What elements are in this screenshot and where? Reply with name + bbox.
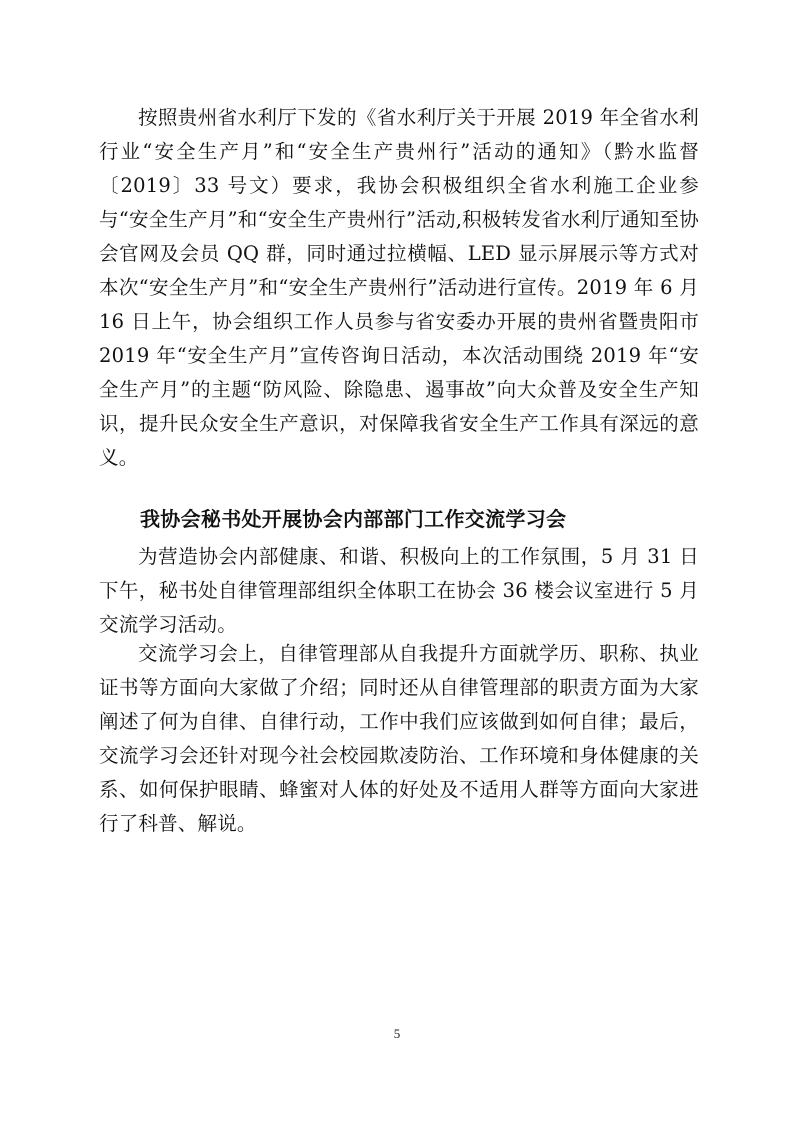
paragraph-exchange-intro: 为营造协会内部健康、和谐、积极向上的工作氛围，5 月 31 日下午，秘书处自律管理部组织全体职工在协会 36 楼会议室进行 5 月交流学习活动。 (99, 545, 699, 636)
paragraph-safety-month: 按照贵州省水利厅下发的《省水利厅关于开展 2019 年全省水利行业“安全生产月”和“安全生产贵州行”活动的通知》（黔水监督〔2019〕33 号文）要求，我协会积极组织全省水利施工企业参与“安全生产月”和“安全生产贵州行”活动,积极转发省水利厅通知至协会官网及会员 QQ 群，同时通过拉横幅、LED 显示屏展示等方式对本次“安全生产月”和“安全生产贵州行”活动进行宣传。2019 年 6 月 16 日上午，协会组织工作人员参与省安委办开展的贵州省暨贵阳市 2019 年“安全生产月”宣传咨询日活动，本次活动围绕 2019 年“安全生产月”的主题“防风险、除隐患、遏事故”向大众普及安全生产知识，提升民众安全生产意识，对保障我省安全生产工作具有深远的意义。 (99, 106, 699, 469)
section-heading: 我协会秘书处开展协会内部部门工作交流学习会 (140, 507, 567, 531)
page-number: 5 (393, 1026, 401, 1041)
paragraph-exchange-details: 交流学习会上，自律管理部从自我提升方面就学历、职称、执业证书等方面向大家做了介绍；同时还从自律管理部的职责方面为大家阐述了何为自律、自律行动，工作中我们应该做到如何自律；最后，交流学习会还针对现今社会校园欺凌防治、工作环境和身体健康的关系、如何保护眼睛、蜂蜜对人体的好处及不适用人群等方面向大家进行了科普、解说。 (99, 642, 699, 835)
